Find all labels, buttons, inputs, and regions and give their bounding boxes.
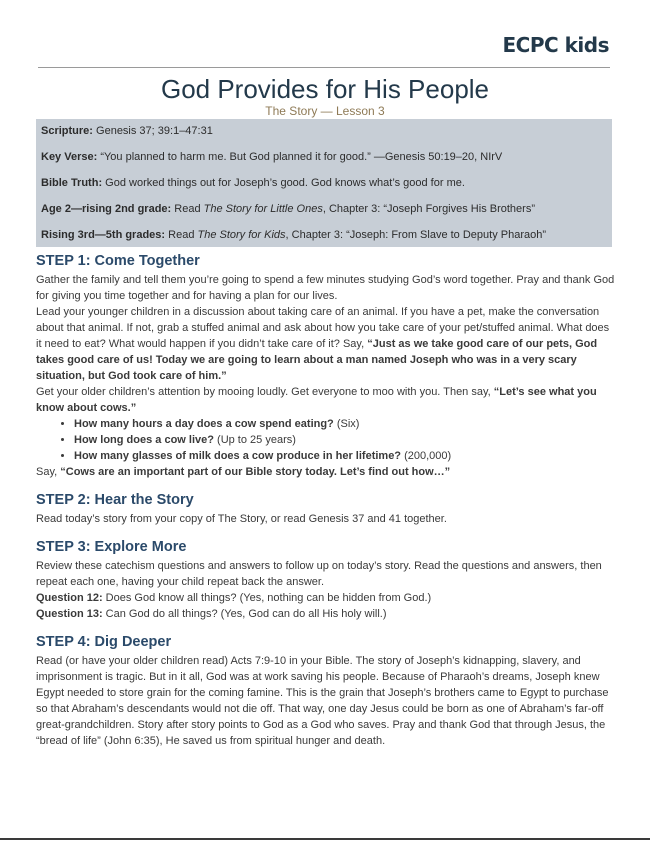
lesson-content (36, 253, 616, 761)
age3-pre: Read (165, 229, 198, 241)
age2-row (41, 203, 535, 215)
age2-label: Age 2—rising 2nd grade: (41, 203, 172, 215)
key-verse-row (41, 151, 502, 163)
step4-heading: STEP 4: Dig Deeper (36, 634, 172, 650)
question-13-text: Can God do all things? (Yes, God can do all His holy will.) (102, 608, 387, 620)
step1-heading: STEP 1: Come Together (36, 253, 200, 269)
step2-heading: STEP 2: Hear the Story (36, 492, 194, 508)
list-item (74, 448, 616, 464)
list-item (74, 432, 616, 448)
question-text: How long does a cow live? (74, 434, 214, 446)
step2-section (36, 492, 616, 527)
question-13 (36, 606, 616, 622)
scripture-label: Scripture: (41, 125, 93, 137)
lesson-info-box (36, 119, 612, 247)
question-12-text: Does God know all things? (Yes, nothing can be hidden from God.) (102, 592, 432, 604)
answer-text: (200,000) (401, 450, 452, 462)
step1-p2-bold: “Just as we take good care of our pets, God takes good care of us! Today we are going to learn about a man named Joseph who was in a very scary situation, but God took care of him.” (36, 338, 598, 382)
list-item (74, 416, 616, 432)
step1-closing-pre: Say, (36, 466, 61, 478)
question-13-label: Question 13: (36, 608, 103, 620)
question-12 (36, 590, 616, 606)
scripture-text: Genesis 37; 39:1–47:31 (92, 125, 213, 137)
bible-truth-row (41, 177, 465, 189)
footer-divider (0, 838, 650, 840)
step4-section (36, 634, 616, 749)
step1-paragraph-3 (36, 384, 616, 416)
age3-label: Rising 3rd—5th grades: (41, 229, 166, 241)
step1-paragraph-1: Gather the family and tell them you’re going to spend a few minutes studying God’s word together. Pray and thank God for giving you time together and for having a plan for our lives. (36, 274, 615, 302)
page-subtitle: The Story — Lesson 3 (265, 104, 385, 118)
step3-section (36, 539, 616, 622)
step1-p3-bold: “Let’s see what you know about cows.” (36, 386, 597, 414)
question-12-label: Question 12: (36, 592, 103, 604)
age3-book: The Story for Kids (197, 229, 286, 241)
step4-paragraph: Read (or have your older children read) Acts 7:9-10 in your Bible. The story of Joseph’s kidnapping, slavery, and imprisonment is tragic. But in it all, God was at work saving his people. Because of Pharaoh’s dreams, Joseph knew Egypt needed to store grain for the coming famine. This is the grain that Joseph’s brothers came to Egypt to purchase so that Abraham’s descendants would not die off. That way, one day Jesus could be born as one of Abraham’s far-off great-grandchildren. Story after story points to God as a God who saves. Pray and thank God that through Jesus, the “bread of life” (John 6:35), He saved us from spiritual hunger and death. (36, 655, 609, 747)
step2-paragraph: Read today’s story from your copy of The Story, or read Genesis 37 and 41 together. (36, 513, 447, 525)
key-verse-text: “You planned to harm me. But God planned it for good.” —Genesis 50:19–20, NIrV (97, 151, 503, 163)
answer-text: (Up to 25 years) (213, 434, 296, 446)
bible-truth-label: Bible Truth: (41, 177, 103, 189)
cow-questions-list (36, 416, 616, 464)
age2-post: , Chapter 3: “Joseph Forgives His Brothers” (322, 203, 535, 215)
step1-section (36, 253, 616, 480)
age3-post: , Chapter 3: “Joseph: From Slave to Deputy Pharaoh” (285, 229, 547, 241)
header-divider (38, 67, 610, 68)
step1-p3-text: Get your older children’s attention by mooing loudly. Get everyone to moo with you. Then say, (36, 386, 494, 398)
page-title: God Provides for His People (160, 74, 490, 104)
bible-truth-text: God worked things out for Joseph’s good. God knows what’s good for me. (102, 177, 465, 189)
step1-closing-bold: “Cows are an important part of our Bible story today. Let’s find out how…” (60, 466, 451, 478)
question-text: How many hours a day does a cow spend eating? (74, 418, 334, 430)
step1-closing (36, 464, 616, 480)
step3-paragraph: Review these catechism questions and answers to follow up on today’s story. Read the questions and answers, then repeat each one, having your child repeat back the answer. (36, 560, 602, 588)
key-verse-label: Key Verse: (41, 151, 98, 163)
scripture-row (41, 125, 213, 137)
answer-text: (Six) (333, 418, 360, 430)
ecpc-kids-logo: ECPC kids (502, 33, 609, 57)
question-text: How many glasses of milk does a cow produce in her lifetime? (74, 450, 402, 462)
age2-pre: Read (171, 203, 204, 215)
step1-p2-text: Lead your younger children in a discussion about taking care of an animal. If you have a pet, make the conversation about that animal. If not, grab a stuffed animal and ask about how you take care of your pet/stuffed animal. What does it need to eat? What would happen if you didn’t take care of it? Say, (36, 306, 610, 350)
step1-paragraph-2 (36, 304, 616, 384)
step3-heading: STEP 3: Explore More (36, 539, 187, 555)
age3-row (41, 229, 546, 241)
age2-book: The Story for Little Ones (203, 203, 323, 215)
